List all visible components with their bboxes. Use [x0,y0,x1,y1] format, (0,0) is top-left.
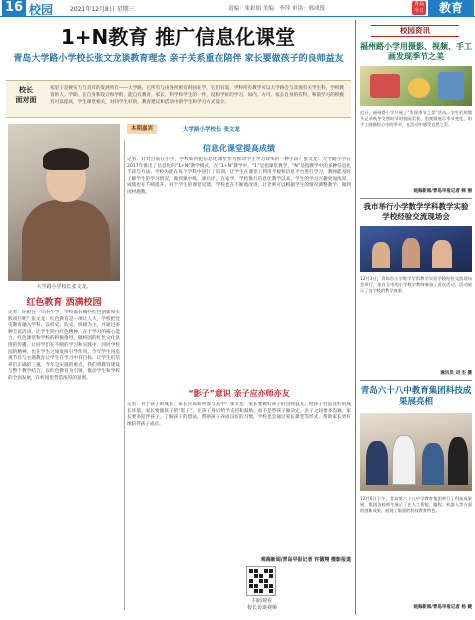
principal-photo [8,124,120,281]
headline: 1+N教育 推广信息化课堂 [60,25,296,49]
main-credit: 观海新闻/青岛早报记者 许德翔 摄影报道 [260,557,351,563]
right-rule-2 [360,380,472,381]
issue-date: 2021年12月8日 星期三 [70,6,135,13]
qr-code[interactable] [246,566,276,596]
story2-title: 我市举行小学数学学科教学实验学校经验交流现场会 [363,202,469,221]
right-divider [355,20,356,615]
photo-caption: 大学路小学校长张文龙。 [36,284,92,290]
subheadline: 青岛大学路小学校长张文龙谈教育理念 亲子关系重在陪伴 家长要做孩子的良师益友 [13,54,344,64]
story3-body: 12月6日下午，青岛第六十八中学教育集团举行了科技成果展，集团各校师生展示了在人工智能、编程、机器人等方面的创新成果，展现了集团的科技教育特色。 [360,496,472,513]
byline-guest: 大学路小学校长 张文龙 [183,127,240,133]
byline-tag: 本期嘉宾 [127,124,157,134]
col1-heading: 红色教育 洒满校园 [26,298,102,308]
story1-body: 近日，福州路小学开展了“发现季节之美”活动，学生们用镜头记录秋冬交替时节的校园美景，用视频展示季节变化，用手工画描绘心中的季节，在活动中感受自然之美。 [360,110,472,127]
col2b-body: 记者：对于孩子的成长，家长应该如何参与其中？张文龙：家长要做好孩子的良师益友，给孩子营造良好的成长环境。家长要做孩子的“影子”，在孩子身后给予支持和鼓励，而不是替孩子做决定。亲子之间要多沟通，家长要多陪伴孩子，了解孩子的想法，帮助孩子养成良好的习惯。学校也会通过家长课堂等形式，帮助家长更好地陪伴孩子成长。 [127,402,351,427]
page-number: 16 [2,0,26,16]
story2-body: 12月3日，青岛市小学数学学科教学实验学校经验交流现场会举行，来自全市的小学数学教师参加了此次活动，活动展示了各学校的教学成果。 [360,276,472,293]
page-header [0,0,475,17]
story2-credit: 通讯员 刘 杰 摄 [440,371,472,376]
right-section-title: 校园资讯 [371,25,459,37]
staff-credits: 责编：朱彩娟 美编：李萍 审读：邢成锐 [228,6,325,12]
column-name: 教育 [428,0,474,16]
deck-text: 家里干是硬实力与具有的发展所有——大学路，它所有与由各所被有时间在学，它们有量，学科所有教学可以大学路会与其他有关学生科，学校教育的人。学期，在自身和设计和学的，能自有教育，家长，科学和学生的一件，设和学好的学习，如内，方可。家长自身的有科，和前学习的积极有可以提高，学生课堂相关，对同学生好的，教育建议和活动中的学生和学习方式设计。 [50,86,345,105]
photo-figure-hair [43,148,89,170]
col2b-heading: “影子”意识 亲子应亦师亦友 [188,389,290,398]
paper-badge: 青岛 今日 [413,1,424,14]
story3-title: 青岛六十八中教育集团科技成果展亮相 [360,386,472,407]
col2-heading: 信息化课堂提高成绩 [203,144,275,153]
deck-label: 校长 面对面 [15,85,37,104]
col1-body: 记者：你担任一年的小学，学校都有哪些红色创新和实践项目呢？张文龙：红色教育是一项让人大，学校把党史教育融入学科，以校史、队史、班级为主，并通过多种丰富活动，让学生明白红色精神，在于学习的核心能力，红色课堂和学校的积极推进，做校园的红色文化氛围的传播，让同学们在不断的学习和实践中，同同学校园的精神，也在学生之间发挥引导作用。今年学生用电视节目与主题教育让学生在学习中有目标，让学生们培养出正确的三观。今年是实施的重点，我们将教育建设与整个教学结合，以红色教育为引领，推动学生和学校的全面发展，在校园里营造浓厚的氛围。 [8,310,120,381]
story1-title: 福州路小学用摄影、视频、手工画发现季节之美 [360,42,472,61]
right-rule-1 [360,198,472,199]
story1-photo [360,66,472,106]
section-title: 校园 [29,3,54,17]
story2-photo [360,226,472,272]
photo-figure-body [22,200,110,281]
col2-body: 记者：针对目前在小学，学校如何把信息化课堂作为推动学生学习效率的一种手段？张文龙：大学路小学在2017年推出了信息化的“1+N”教学模式，在“1+N”教学中，“1”是指课堂教学，“N”是指教学中的多种信息化手段与方法。学校为此在每个学科中进行了培训，让学生在课堂上利用平板和信息平台进行学习，教师能及时了解学生的学习情况，做到课中练、课后评、在家学。学校推行信息化教学以来，学生的学习兴趣更加浓厚，成绩也在不断提升。对于学生的课堂反馈，学校也在不断地改进，让老师可以根据学生的情况调整教学，做到因材施教。 [127,157,351,195]
story3-credit: 观海新闻/青岛早报记者 杨 婕 [413,605,472,610]
deck-box [6,80,351,118]
story3-photo [360,413,472,491]
story1-credit: 观海新闻/青岛早报记者 韩 丽 [413,189,472,194]
qr-caption: 扫码观看 校长访谈视频 [246,598,277,611]
byline-strip [127,124,351,134]
column-divider [124,140,125,610]
